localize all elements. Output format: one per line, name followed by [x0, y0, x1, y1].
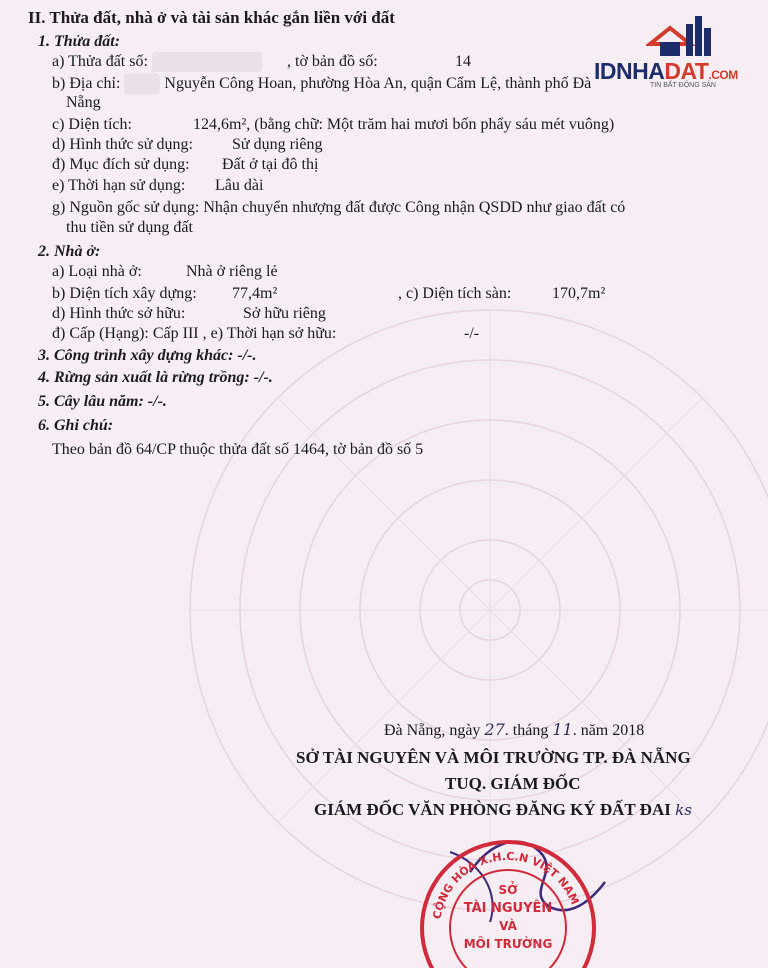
- use-form-label: d) Hình thức sử dụng:: [52, 136, 193, 153]
- address-row: [52, 74, 591, 94]
- seal-line3: VÀ: [499, 919, 517, 933]
- date-prefix: Đà Nẵng, ngày: [384, 722, 481, 739]
- map-sheet-number: 14: [455, 53, 471, 70]
- idnhadat-logo: [594, 14, 764, 94]
- seal-ring-text: CỘNG HÒA X.H.C.N VIỆT NAM: [430, 849, 582, 921]
- logo-com: .COM: [708, 68, 738, 82]
- date-day: 27: [484, 720, 505, 739]
- logo-idn: IDNHA: [594, 58, 665, 84]
- address-number-redacted: [124, 74, 160, 94]
- house-heading: 2. Nhà ở:: [38, 243, 101, 260]
- logo-dat: DAT: [664, 58, 709, 84]
- seal-line4: MÔI TRƯỜNG: [463, 937, 553, 951]
- notes-text: Theo bản đồ 64/CP thuộc thửa đất số 1464, tờ bản đồ số 5: [52, 441, 424, 458]
- origin-label: g) Nguồn gốc sử dụng:: [52, 199, 200, 216]
- house-type-label: a) Loại nhà ở:: [52, 263, 142, 280]
- perennial-item: 5. Cây lâu năm: -/-.: [38, 393, 167, 410]
- date-month-label: tháng: [512, 722, 549, 739]
- area-label: c) Diện tích:: [52, 116, 132, 133]
- date-year: năm 2018: [580, 722, 645, 739]
- forest-item: 4. Rừng sản xuất là rừng trồng: -/-.: [38, 369, 273, 386]
- signatory-title-text: GIÁM ĐỐC VĂN PHÒNG ĐĂNG KÝ ĐẤT ĐAI: [314, 800, 671, 819]
- floor-area-value: 170,7m²: [552, 285, 606, 302]
- seal-line1: SỞ: [498, 883, 518, 897]
- grade-row: [52, 324, 336, 344]
- origin-row: [52, 198, 625, 218]
- section-title: II. Thửa đất, nhà ở và tài sản khác gắn liền với đất: [28, 8, 395, 27]
- use-purpose-label: đ) Mục đích sử dụng:: [52, 156, 190, 173]
- origin-value-cont: thu tiền sử dụng đất: [66, 219, 193, 236]
- logo-wordmark: [594, 58, 738, 85]
- ownership-term-value: -/-: [464, 325, 480, 342]
- address-value-cont: Nẵng: [66, 94, 101, 111]
- map-sheet-label: , tờ bản đồ số:: [287, 53, 378, 70]
- grade-label: đ) Cấp (Hạng):: [52, 325, 149, 342]
- other-works-item: 3. Công trình xây dựng khác: -/-.: [38, 347, 257, 364]
- build-area-label: b) Diện tích xây dựng:: [52, 285, 197, 302]
- signing-date: Đà Nẵng, ngày 27. tháng 11. năm 2018: [384, 720, 645, 739]
- ownership-form-label: d) Hình thức sở hữu:: [52, 305, 186, 322]
- official-seal-icon: [418, 828, 598, 968]
- grade-value: Cấp III: [152, 325, 199, 342]
- use-form-value: Sử dụng riêng: [232, 136, 323, 153]
- parcel-number-redacted: [152, 52, 262, 72]
- issuing-agency: SỞ TÀI NGUYÊN VÀ MÔI TRƯỜNG TP. ĐÀ NẴNG: [296, 748, 691, 767]
- area-value: 124,6m², (bằng chữ: Một trăm hai mươi bốn phẩy sáu mét vuông): [193, 116, 615, 133]
- house-type-value: Nhà ở riêng lẻ: [186, 263, 278, 280]
- date-month: 11: [552, 720, 573, 739]
- house-logo-icon: [646, 14, 716, 60]
- map-sheet-row: [287, 52, 378, 72]
- address-label: b) Địa chỉ:: [52, 75, 121, 92]
- land-parcel-row: [52, 52, 262, 72]
- notes-heading: 6. Ghi chú:: [38, 417, 114, 434]
- use-term-value: Lâu dài: [215, 177, 264, 194]
- use-term-label: e) Thời hạn sử dụng:: [52, 177, 186, 194]
- ownership-form-value: Sở hữu riêng: [243, 305, 326, 322]
- build-area-value: 77,4m²: [232, 285, 278, 302]
- origin-value: Nhận chuyển nhượng đất được Công nhận QSDD như giao đất có: [203, 199, 626, 216]
- parcel-label: a) Thửa đất số:: [52, 53, 148, 70]
- floor-area-label: , c) Diện tích sàn:: [398, 285, 512, 302]
- address-value: Nguyễn Công Hoan, phường Hòa An, quận Cẩm Lệ, thành phố Đà: [164, 75, 592, 92]
- land-heading: 1. Thửa đất:: [38, 33, 121, 50]
- authorization-line: TUQ. GIÁM ĐỐC: [445, 774, 581, 793]
- use-purpose-value: Đất ở tại đô thị: [222, 156, 319, 173]
- signature-initials: ks: [675, 801, 692, 819]
- logo-tagline: TIN BẤT ĐỘNG SẢN: [650, 82, 716, 89]
- ownership-term-label: , e) Thời hạn sở hữu:: [202, 325, 337, 342]
- seal-line2: TÀI NGUYÊN: [463, 901, 553, 916]
